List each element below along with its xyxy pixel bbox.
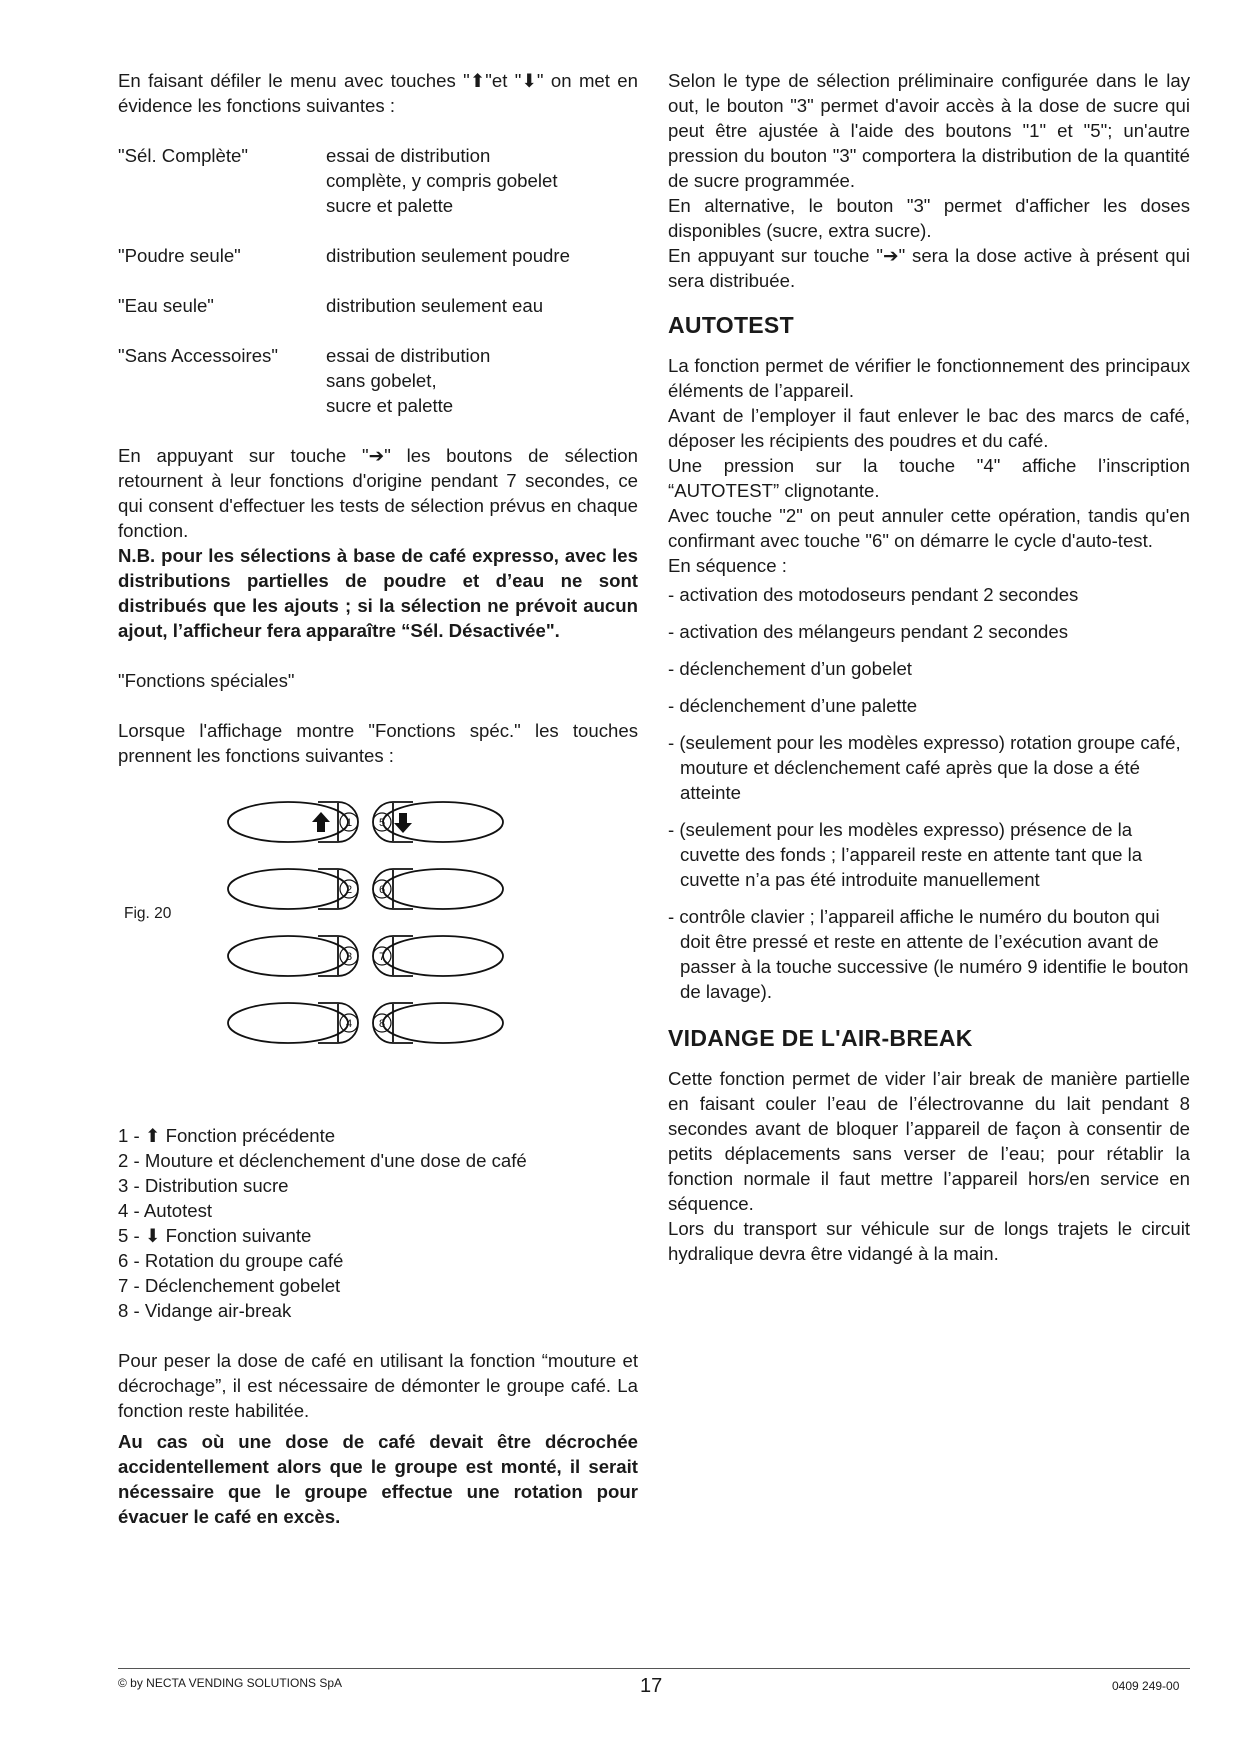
sugar-dose-text: Selon le type de sélection préliminaire configurée dans le lay out, le bouton "3" permet d'avoir accès à la dose de sucre qui peut être ajustée à l'aide des boutons "1" et "5"; un'autre pression du bouton "3" comportera la distribution de la quantité de sucre programmée. bbox=[668, 70, 1190, 191]
document-code: 0409 249-00 bbox=[1112, 1679, 1180, 1693]
footer-divider bbox=[118, 1668, 1190, 1669]
function-row bbox=[118, 293, 570, 318]
function-desc bbox=[326, 143, 570, 218]
vidange-heading: VIDANGE DE L'AIR-BREAK bbox=[668, 1025, 973, 1051]
function-desc-line: complète, y compris gobelet bbox=[326, 170, 558, 191]
right-column bbox=[668, 68, 1190, 1266]
sequence-item: - contrôle clavier ; l’appareil affiche le numéro du bouton qui doit être pressé et reste en attente de l’exécution avant de passer à la touche successive (le numéro 9 identifie le bouton de lavage). bbox=[668, 906, 1189, 1002]
sequence-item: - déclenchement d’une palette bbox=[668, 695, 918, 716]
keypad-diagram bbox=[118, 768, 638, 1123]
functions-table bbox=[118, 143, 570, 418]
function-desc-line: sucre et palette bbox=[326, 195, 454, 216]
legend-item: 7 - Déclenchement gobelet bbox=[118, 1275, 341, 1296]
keypad-button-8 bbox=[373, 1003, 503, 1043]
button-number: 5 bbox=[378, 817, 386, 829]
nb-text: N.B. pour les sélections à base de café expresso, avec les distributions partielles de poudre et d’eau ne sont distribués que les ajouts ; si la sélection ne prévoit aucun ajout, l’afficheur fera apparaître “Sél. Désactivée". bbox=[118, 545, 638, 641]
legend-item: 1 - ⬆ Fonction précédente bbox=[118, 1125, 336, 1146]
button-number: 2 bbox=[345, 884, 353, 896]
sequence-item: - activation des mélangeurs pendant 2 secondes bbox=[668, 621, 1069, 642]
keypad-button-7 bbox=[373, 936, 503, 976]
keypad-button-3 bbox=[228, 936, 358, 976]
autotest-paragraph: En séquence : bbox=[668, 555, 787, 576]
weigh-text: Pour peser la dose de café en utilisant la fonction “mouture et décrochage”, il est nécessaire de démonter le groupe café. La fonction reste habilitée. bbox=[118, 1350, 638, 1421]
arrow-down-icon bbox=[394, 813, 412, 833]
function-key: "Sans Accessoires" bbox=[118, 345, 278, 366]
function-row bbox=[118, 143, 570, 218]
keypad-button-6 bbox=[373, 869, 503, 909]
sequence-item: - activation des motodoseurs pendant 2 secondes bbox=[668, 584, 1079, 605]
legend-item: 6 - Rotation du groupe café bbox=[118, 1250, 344, 1271]
function-key: "Eau seule" bbox=[118, 295, 214, 316]
page-number: 17 bbox=[640, 1675, 663, 1697]
function-desc-line: sucre et palette bbox=[326, 395, 454, 416]
autotest-paragraph: Une pression sur la touche "4" affiche l’inscription “AUTOTEST” clignotante. bbox=[668, 455, 1190, 501]
function-desc-line: sans gobelet, bbox=[326, 370, 437, 391]
function-key: "Poudre seule" bbox=[118, 245, 241, 266]
keypad-button-1 bbox=[228, 802, 358, 842]
function-row bbox=[118, 343, 570, 418]
legend-item: 4 - Autotest bbox=[118, 1200, 213, 1221]
keypad-button-5 bbox=[373, 802, 503, 842]
button-number: 7 bbox=[378, 951, 386, 963]
function-desc-line: essai de distribution bbox=[326, 145, 491, 166]
function-key: "Sél. Complète" bbox=[118, 145, 248, 166]
button-number: 6 bbox=[378, 884, 386, 896]
special-functions-title: "Fonctions spéciales" bbox=[118, 670, 295, 691]
function-desc-line: distribution seulement eau bbox=[326, 295, 544, 316]
figure-label: Fig. 20 bbox=[124, 905, 172, 922]
function-desc-line: distribution seulement poudre bbox=[326, 245, 570, 266]
special-functions-intro: Lorsque l'affichage montre "Fonctions spéc." les touches prennent les fonctions suivantes : bbox=[118, 720, 638, 766]
arrow-up-icon bbox=[312, 812, 330, 832]
legend-item: 5 - ⬇ Fonction suivante bbox=[118, 1225, 312, 1246]
button-number: 4 bbox=[345, 1018, 353, 1030]
legend-item: 3 - Distribution sucre bbox=[118, 1175, 289, 1196]
accident-warning: Au cas où une dose de café devait être décrochée accidentellement alors que le groupe est monté, il serait nécessaire que le groupe effectue une rotation pour évacuer le café en excès. bbox=[118, 1431, 638, 1527]
left-column bbox=[118, 68, 638, 1529]
autotest-paragraph: Avec touche "2" on peut annuler cette opération, tandis qu'en confirmant avec touche "6" on démarre le cycle d'auto-test. bbox=[668, 505, 1190, 551]
function-desc bbox=[326, 343, 570, 418]
sequence-item: - (seulement pour les modèles expresso) rotation groupe café, mouture et déclenchement café après que la dose a été atteinte bbox=[668, 732, 1181, 803]
button-number: 1 bbox=[345, 817, 353, 829]
function-row bbox=[118, 243, 570, 268]
button-number: 8 bbox=[378, 1018, 386, 1030]
active-dose-text: En appuyant sur touche "➔" sera la dose active à présent qui sera distribuée. bbox=[668, 245, 1190, 291]
keypad-figure bbox=[118, 768, 638, 1123]
button-number: 3 bbox=[345, 951, 353, 963]
intro-text: En faisant défiler le menu avec touches "⬆"et "⬇" on met en évidence les fonctions suivantes : bbox=[118, 70, 638, 116]
legend-item: 8 - Vidange air-break bbox=[118, 1300, 292, 1321]
function-desc-line: essai de distribution bbox=[326, 345, 491, 366]
press-text: En appuyant sur touche "➔" les boutons de sélection retournent à leur fonctions d'origine pendant 7 secondes, ce qui consent d'effectuer les tests de sélection prévus en chaque fonction. bbox=[118, 445, 638, 541]
sequence-item: - déclenchement d’un gobelet bbox=[668, 658, 912, 679]
keypad-button-4 bbox=[228, 1003, 358, 1043]
legend-item: 2 - Mouture et déclenchement d'une dose de café bbox=[118, 1150, 527, 1171]
autotest-paragraph: Avant de l’employer il faut enlever le bac des marcs de café, déposer les récipients des poudres et du café. bbox=[668, 405, 1190, 451]
vidange-paragraph: Lors du transport sur véhicule sur de longs trajets le circuit hydralique devra être vidangé à la main. bbox=[668, 1218, 1190, 1264]
keypad-button-2 bbox=[228, 869, 358, 909]
footer-copyright: © by NECTA VENDING SOLUTIONS SpA bbox=[118, 1676, 343, 1690]
function-desc bbox=[326, 293, 570, 318]
function-desc bbox=[326, 243, 570, 268]
autotest-paragraph: La fonction permet de vérifier le fonctionnement des principaux éléments de l’appareil. bbox=[668, 355, 1190, 401]
alternative-text: En alternative, le bouton "3" permet d'afficher les doses disponibles (sucre, extra sucre). bbox=[668, 195, 1190, 241]
button-legend bbox=[118, 1123, 638, 1323]
vidange-paragraph: Cette fonction permet de vider l’air break de manière partielle en faisant couler l’eau de l’électrovanne du lait pendant 8 secondes avant de bloquer l’appareil de façon à consentir de petits déplacements sans verser de l’eau; pour rétablir la fonction normale il faut mettre l’appareil hors/en service en séquence. bbox=[668, 1068, 1190, 1214]
sequence-item: - (seulement pour les modèles expresso) présence de la cuvette des fonds ; l’appareil reste en attente tant que la cuvette n’a pas été introduite manuellement bbox=[668, 819, 1143, 890]
autotest-heading: AUTOTEST bbox=[668, 312, 794, 338]
